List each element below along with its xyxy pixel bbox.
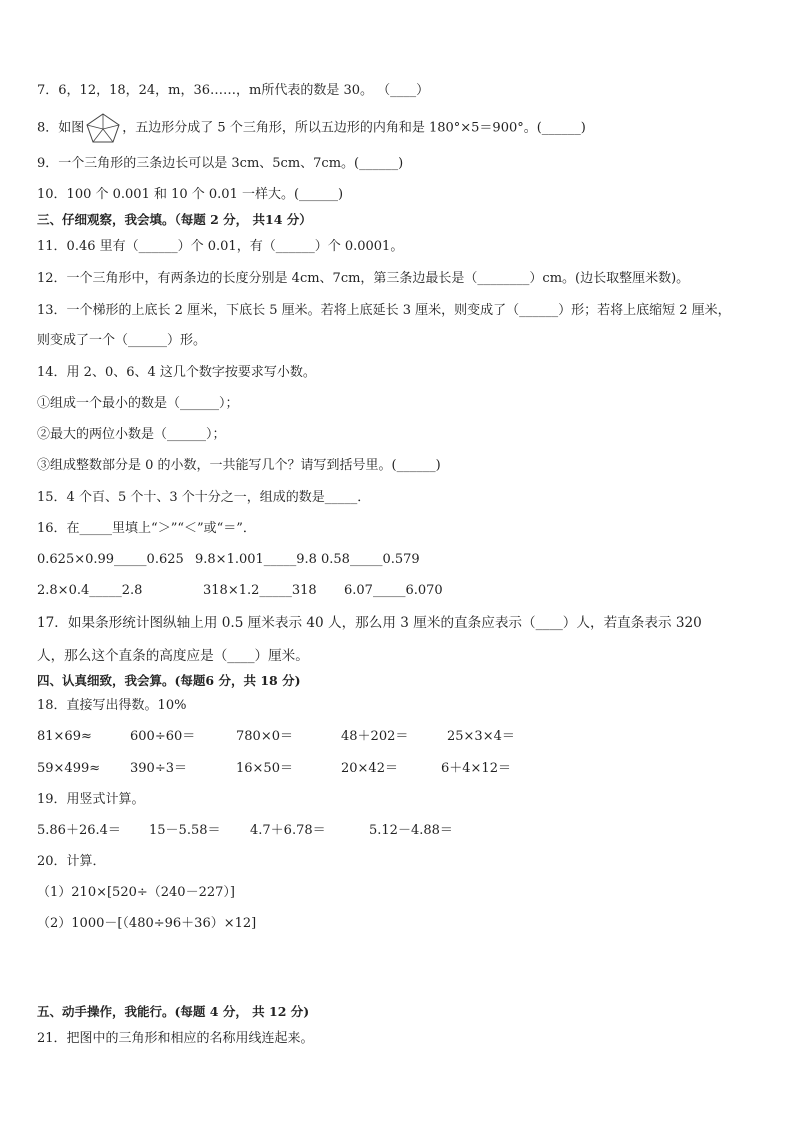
question-8-prefix: 8．如图 — [37, 120, 85, 136]
question-13-line-1: 13．一个梯形的上底长 2 厘米，下底长 5 厘米。若将上底延长 3 厘米，则变成了（______）形；若将上底缩短 2 厘米， — [37, 303, 731, 318]
section-4-heading: 四、认真细致，我会算。(每题6 分，共 18 分) — [37, 673, 301, 688]
question-21: 21．把图中的三角形和相应的名称用线连起来。 — [37, 1031, 314, 1046]
question-19: 19．用竖式计算。 — [37, 792, 145, 807]
question-14-part-1: ①组成一个最小的数是（______）； — [37, 396, 239, 411]
question-17-line-1: 17．如果条形统计图纵轴上用 0.5 厘米表示 40 人，那么用 3 厘米的直条应表示（____）人，若直条表示 320 — [37, 615, 702, 631]
question-18: 18．直接写出得数。10% — [37, 698, 187, 713]
question-17-line-2: 人，那么这个直条的高度应是（____）厘米。 — [37, 648, 309, 664]
question-20-part-2: （2）1000－[（480÷96＋36）×12] — [37, 916, 257, 931]
question-8 — [37, 112, 586, 144]
question-14-part-2: ②最大的两位小数是（______）； — [37, 427, 226, 442]
section-3-heading: 三、仔细观察，我会填。（每题 2 分， 共14 分） — [37, 212, 312, 227]
vertical-calc-item: 15－5.58＝ — [149, 823, 221, 838]
calc-item: 59×499≈ — [37, 761, 101, 776]
calc-item: 48＋202＝ — [341, 729, 409, 744]
calc-item: 390÷3＝ — [130, 761, 187, 776]
question-20: 20．计算． — [37, 854, 106, 869]
question-12: 12．一个三角形中，有两条边的长度分别是 4cm、7cm，第三条边最长是（________）cm。(边长取整厘米数)。 — [37, 271, 690, 286]
question-7: 7．6，12，18，24，m，36……，m所代表的数是 30。 （____） — [37, 83, 430, 98]
compare-item: 2.8×0.4_____2.8 — [37, 583, 143, 598]
question-8-suffix: ，五边形分成了 5 个三角形，所以五边形的内角和是 180°×5＝900°。(______) — [122, 120, 586, 136]
compare-item: 0.625×0.99_____0.625 — [37, 552, 184, 567]
calc-item: 25×3×4＝ — [447, 729, 515, 744]
section-5-heading: 五、动手操作，我能行。(每题 4 分， 共 12 分) — [37, 1004, 310, 1019]
compare-item: 318×1.2_____318 — [203, 583, 317, 598]
vertical-calc-item: 4.7＋6.78＝ — [250, 823, 326, 838]
calc-item: 16×50＝ — [236, 761, 293, 776]
question-15: 15．4 个百、5 个十、3 个十分之一，组成的数是_____． — [37, 490, 371, 505]
vertical-calc-item: 5.12－4.88＝ — [369, 823, 453, 838]
question-10: 10．100 个 0.001 和 10 个 0.01 一样大。(______) — [37, 187, 344, 202]
calc-item: 780×0＝ — [236, 729, 293, 744]
pentagon-figure — [85, 112, 121, 144]
question-9: 9．一个三角形的三条边长可以是 3cm、5cm、7cm。(______) — [37, 156, 404, 171]
question-14: 14．用 2、0、6、4 这几个数字按要求写小数。 — [37, 365, 316, 380]
compare-item: 0.58_____0.579 — [321, 552, 420, 567]
question-13-line-2: 则变成了一个（______）形。 — [37, 333, 207, 348]
vertical-calc-item: 5.86＋26.4＝ — [37, 823, 121, 838]
calc-item: 20×42＝ — [341, 761, 398, 776]
compare-item: 6.07_____6.070 — [344, 583, 443, 598]
question-16: 16．在_____里填上“＞”“＜”或“＝”． — [37, 521, 256, 536]
calc-item: 6＋4×12＝ — [441, 761, 511, 776]
question-11: 11．0.46 里有（______）个 0.01，有（______）个 0.0001。 — [37, 239, 404, 254]
compare-item: 9.8×1.001_____9.8 — [195, 552, 317, 567]
calc-item: 81×69≈ — [37, 729, 92, 744]
calc-item: 600÷60＝ — [130, 729, 196, 744]
question-14-part-3: ③组成整数部分是 0 的小数，一共能写几个？请写到括号里。(______) — [37, 458, 441, 473]
question-20-part-1: （1）210×[520÷（240－227）] — [37, 885, 235, 900]
